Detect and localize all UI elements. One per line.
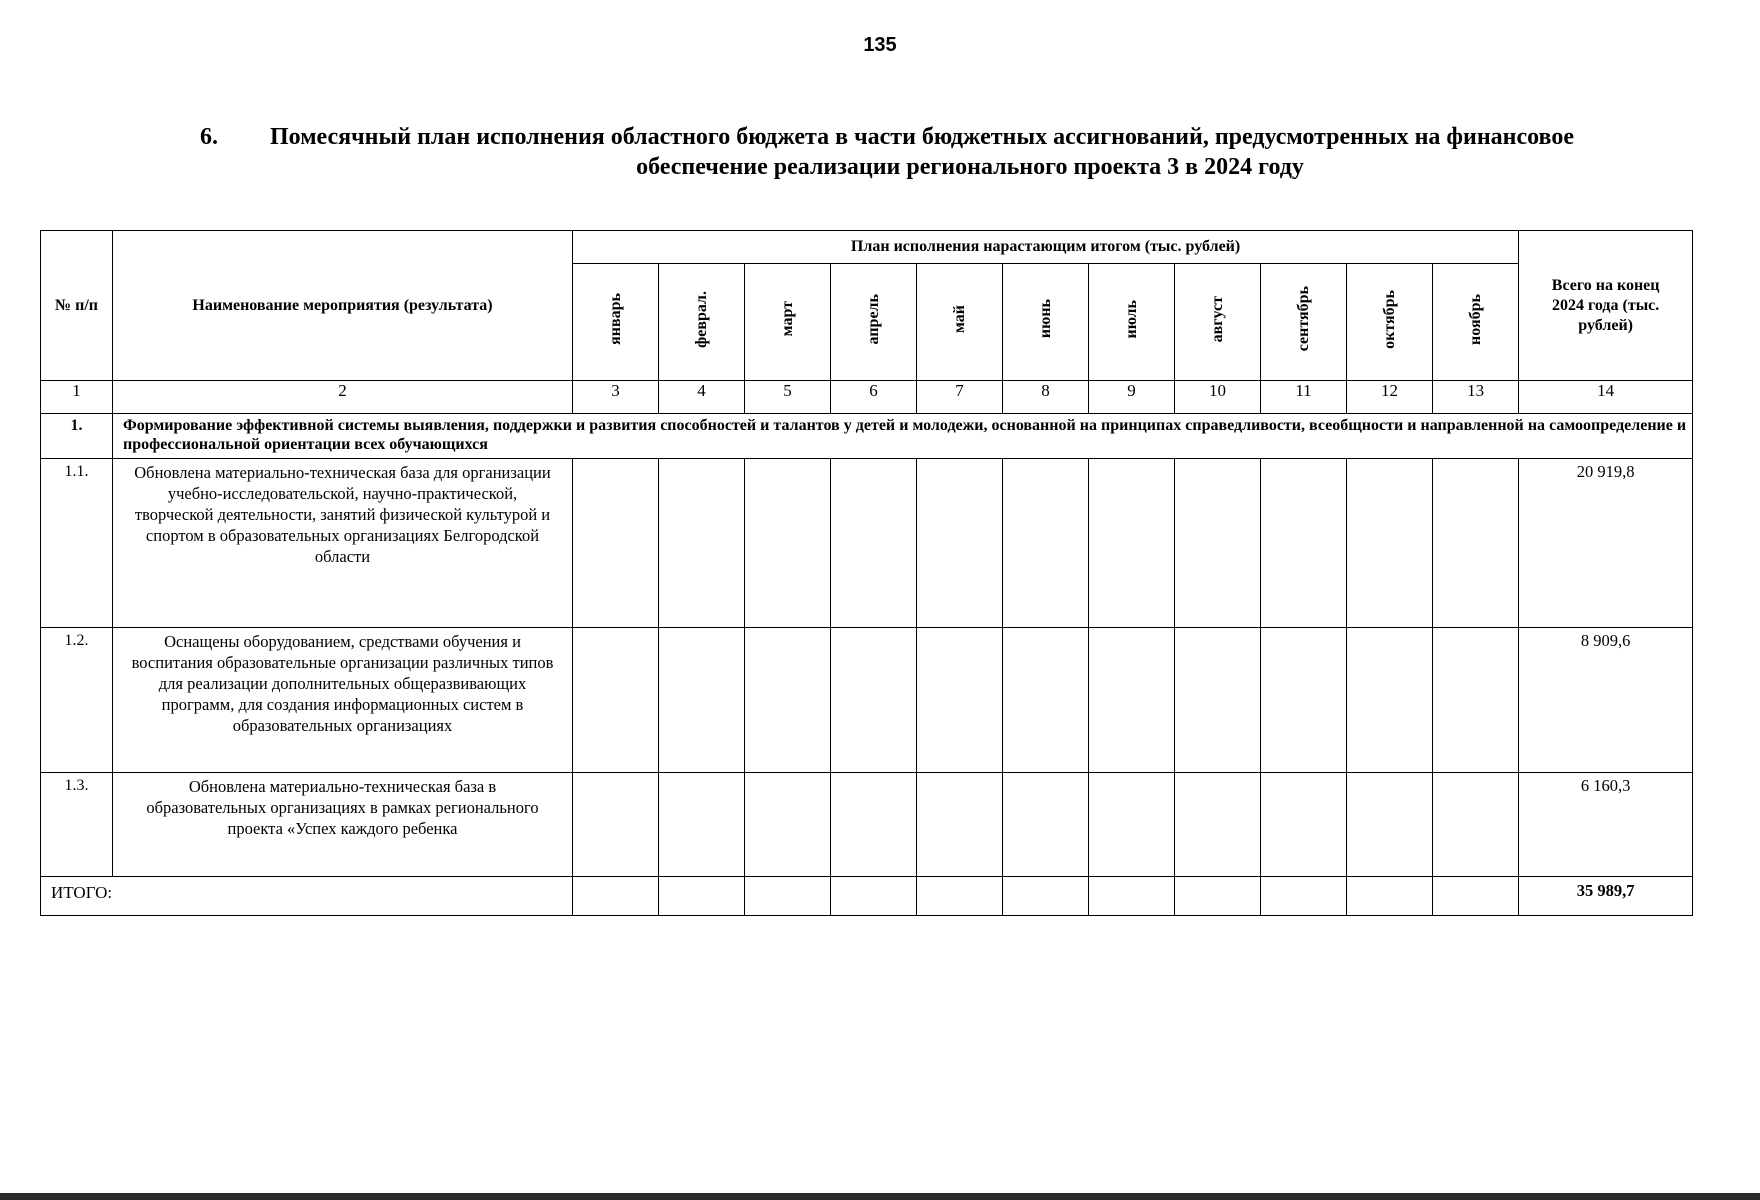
total-label: ИТОГО:	[41, 877, 573, 916]
col-header-name: Наименование мероприятия (результата)	[113, 231, 573, 381]
column-index: 5	[745, 381, 831, 414]
month-header: январь	[573, 264, 659, 381]
section-title: Формирование эффективной системы выявления, поддержки и развития способностей и талантов у детей и молодежи, основанной на принципах справедливости, всеобщности и направленной на самоопределение и профессиональной ориентации всех обучающихся	[113, 414, 1693, 459]
month-header: апрель	[831, 264, 917, 381]
heading-number: 6.	[200, 124, 218, 150]
month-cell	[1261, 628, 1347, 773]
row-total: 20 919,8	[1519, 459, 1693, 628]
month-cell	[1089, 773, 1175, 877]
table-row	[41, 459, 1693, 628]
column-index: 3	[573, 381, 659, 414]
scan-edge	[0, 1193, 1760, 1200]
month-cell	[1347, 877, 1433, 916]
table-row	[41, 773, 1693, 877]
month-cell	[659, 877, 745, 916]
month-cell	[831, 773, 917, 877]
month-cell	[917, 773, 1003, 877]
month-cell	[831, 877, 917, 916]
month-cell	[831, 459, 917, 628]
document-heading	[200, 122, 1670, 182]
month-cell	[573, 628, 659, 773]
month-cell	[573, 459, 659, 628]
month-cell	[1261, 773, 1347, 877]
column-index: 10	[1175, 381, 1261, 414]
column-index: 2	[113, 381, 573, 414]
month-cell	[1433, 773, 1519, 877]
total-row	[41, 877, 1693, 916]
col-header-number: № п/п	[41, 231, 113, 381]
month-header: сентябрь	[1261, 264, 1347, 381]
month-header: июнь	[1003, 264, 1089, 381]
month-header: август	[1175, 264, 1261, 381]
month-cell	[1175, 773, 1261, 877]
col-header-total: Всего на конец 2024 года (тыс. рублей)	[1519, 231, 1693, 381]
month-cell	[659, 773, 745, 877]
month-cell	[745, 877, 831, 916]
month-cell	[1003, 773, 1089, 877]
month-cell	[1433, 877, 1519, 916]
month-cell	[831, 628, 917, 773]
month-cell	[917, 628, 1003, 773]
month-header: октябрь	[1347, 264, 1433, 381]
heading-line-1: Помесячный план исполнения областного бюджета в части бюджетных ассигнований, предусмотренных на финансовое	[270, 124, 1574, 150]
col-header-plan: План исполнения нарастающим итогом (тыс. рублей)	[573, 231, 1519, 264]
table-row	[41, 628, 1693, 773]
month-cell	[1347, 459, 1433, 628]
row-number: 1.1.	[41, 459, 113, 628]
month-cell	[1003, 628, 1089, 773]
month-header: июль	[1089, 264, 1175, 381]
month-cell	[573, 773, 659, 877]
month-cell	[1347, 773, 1433, 877]
month-cell	[1433, 459, 1519, 628]
budget-plan-table	[40, 230, 1693, 916]
month-header: май	[917, 264, 1003, 381]
row-number: 1.2.	[41, 628, 113, 773]
month-cell	[659, 628, 745, 773]
month-cell	[917, 459, 1003, 628]
month-cell	[1089, 459, 1175, 628]
month-cell	[917, 877, 1003, 916]
month-cell	[1175, 877, 1261, 916]
row-name: Обновлена материально-техническая база для организации учебно-исследовательской, научно-практической, творческой деятельности, занятий физической культурой и спортом в образовательных организациях Белгородской области	[113, 459, 573, 628]
month-cell	[573, 877, 659, 916]
row-name: Обновлена материально-техническая база в образовательных организациях в рамках регионального проекта «Успех каждого ребенка	[113, 773, 573, 877]
column-index: 8	[1003, 381, 1089, 414]
column-index: 7	[917, 381, 1003, 414]
column-index: 14	[1519, 381, 1693, 414]
month-cell	[1089, 628, 1175, 773]
month-header: март	[745, 264, 831, 381]
month-cell	[745, 773, 831, 877]
heading-line-2: обеспечение реализации регионального проекта 3 в 2024 году	[636, 154, 1304, 180]
column-index: 9	[1089, 381, 1175, 414]
section-number: 1.	[41, 414, 113, 459]
month-cell	[1003, 459, 1089, 628]
column-index: 13	[1433, 381, 1519, 414]
month-cell	[1003, 877, 1089, 916]
month-cell	[1175, 628, 1261, 773]
column-index: 11	[1261, 381, 1347, 414]
row-number: 1.3.	[41, 773, 113, 877]
month-cell	[659, 459, 745, 628]
month-cell	[1175, 459, 1261, 628]
month-header: ноябрь	[1433, 264, 1519, 381]
month-cell	[1347, 628, 1433, 773]
month-cell	[1433, 628, 1519, 773]
page-number: 135	[863, 34, 897, 56]
month-header: феврал.	[659, 264, 745, 381]
column-index: 1	[41, 381, 113, 414]
row-total: 8 909,6	[1519, 628, 1693, 773]
row-name: Оснащены оборудованием, средствами обучения и воспитания образовательные организации различных типов для реализации дополнительных общеразвивающих программ, для создания информационных систем в образовательных организациях	[113, 628, 573, 773]
month-cell	[1261, 877, 1347, 916]
grand-total: 35 989,7	[1519, 877, 1693, 916]
column-index: 4	[659, 381, 745, 414]
month-cell	[745, 459, 831, 628]
month-cell	[745, 628, 831, 773]
column-index: 6	[831, 381, 917, 414]
section-row	[41, 414, 1693, 459]
column-index: 12	[1347, 381, 1433, 414]
column-index-row	[41, 381, 1693, 414]
row-total: 6 160,3	[1519, 773, 1693, 877]
month-cell	[1089, 877, 1175, 916]
month-cell	[1261, 459, 1347, 628]
